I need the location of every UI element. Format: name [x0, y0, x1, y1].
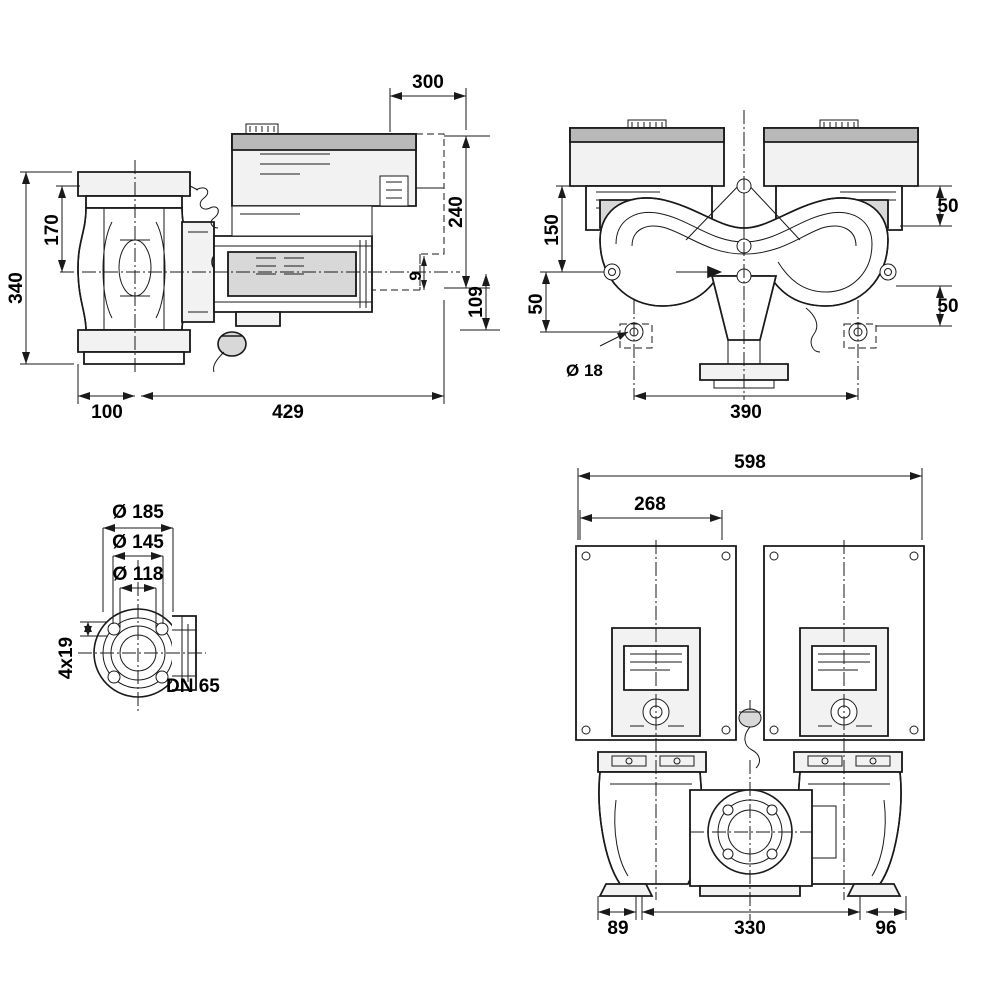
dim-300	[390, 72, 466, 132]
dim-dn65-text: DN 65	[166, 676, 220, 697]
dim-109-text: 109	[466, 286, 487, 318]
dim-4x19-text: 4x19	[56, 636, 77, 680]
dim-50-top-right	[900, 186, 959, 226]
dim-268-text: 268	[634, 494, 666, 515]
flange-view	[56, 502, 220, 712]
dim-150-text: 150	[542, 214, 563, 246]
dim-9-text: 9	[406, 271, 425, 281]
dim-340	[6, 172, 74, 364]
dim-d145-text: Ø 145	[112, 532, 164, 553]
dim-598-text: 598	[734, 452, 766, 473]
dim-d118-text: Ø 118	[112, 564, 164, 585]
front-view	[576, 452, 924, 939]
dim-d185-text: Ø 185	[112, 502, 164, 523]
connection-cable-front	[739, 700, 761, 768]
pump-housing-side	[78, 172, 190, 364]
dim-330	[642, 896, 860, 939]
dim-100	[78, 364, 135, 423]
dim-100-text: 100	[91, 402, 123, 423]
dim-429-text: 429	[272, 402, 304, 423]
dim-9	[406, 256, 427, 290]
dim-268	[580, 494, 722, 540]
dim-96-text: 96	[875, 918, 897, 939]
twin-volute-top	[600, 179, 896, 388]
dim-340-text: 340	[6, 272, 27, 304]
dim-390-text: 390	[730, 402, 762, 423]
dim-170-text: 170	[42, 214, 63, 246]
dim-50-left	[526, 272, 620, 332]
motor-body-side	[213, 236, 372, 372]
dim-240	[444, 136, 490, 288]
dim-50-top-right-text: 50	[937, 196, 959, 217]
dim-96	[866, 896, 906, 939]
dim-hole-18	[566, 332, 628, 380]
dim-300-text: 300	[412, 72, 444, 93]
dim-89	[598, 896, 636, 939]
control-module-side	[190, 124, 416, 236]
dim-598	[578, 452, 922, 540]
dim-50-mid-right	[876, 286, 959, 326]
dim-170	[42, 186, 80, 272]
dim-hole-18-text: Ø 18	[566, 361, 603, 380]
side-view	[6, 72, 500, 423]
dim-50-left-text: 50	[526, 293, 547, 315]
dim-390	[634, 392, 858, 423]
dim-330-text: 330	[734, 918, 766, 939]
dim-240-text: 240	[446, 196, 467, 228]
dim-89-text: 89	[607, 918, 629, 939]
top-view	[526, 110, 959, 423]
dim-50-mid-right-text: 50	[937, 296, 959, 317]
